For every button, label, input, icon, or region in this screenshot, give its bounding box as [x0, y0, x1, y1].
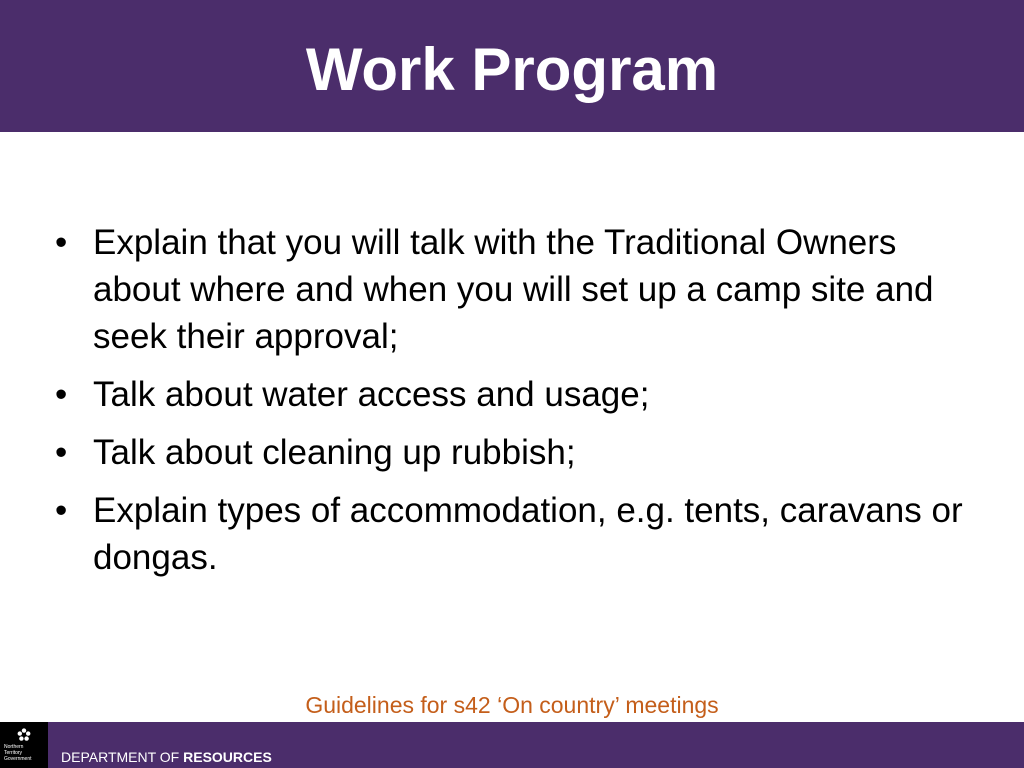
logo-line: Northern	[4, 744, 24, 750]
flower-icon	[17, 728, 31, 742]
bullet-text: Explain types of accommodation, e.g. tents, caravans or dongas.	[93, 491, 963, 577]
department-label: RESOURCES	[183, 749, 272, 765]
bullet-marker: •	[55, 433, 68, 472]
bullet-list	[55, 219, 975, 592]
bullet-marker: •	[55, 223, 68, 262]
bullet-marker: •	[55, 491, 68, 530]
bullet-marker: •	[55, 375, 68, 414]
footer-caption: Guidelines for s42 ‘On country’ meetings	[305, 692, 719, 718]
department-prefix: DEPARTMENT OF	[61, 749, 184, 765]
list-item	[55, 219, 975, 360]
slide-title: Work Program	[305, 36, 719, 103]
logo-line: Government	[4, 756, 32, 762]
bullet-text: Talk about water access and usage;	[93, 375, 650, 414]
list-item	[55, 487, 975, 581]
department-name	[61, 748, 272, 766]
logo-text	[4, 744, 48, 762]
title-bar	[0, 0, 1024, 132]
list-item	[55, 429, 975, 476]
bullet-text: Explain that you will talk with the Traditional Owners about where and when you will set up a camp site and seek their approval;	[93, 223, 934, 356]
bullet-text: Talk about cleaning up rubbish;	[93, 433, 576, 472]
nt-government-logo	[0, 722, 48, 768]
list-item	[55, 371, 975, 418]
logo-line: Territory	[4, 750, 23, 756]
